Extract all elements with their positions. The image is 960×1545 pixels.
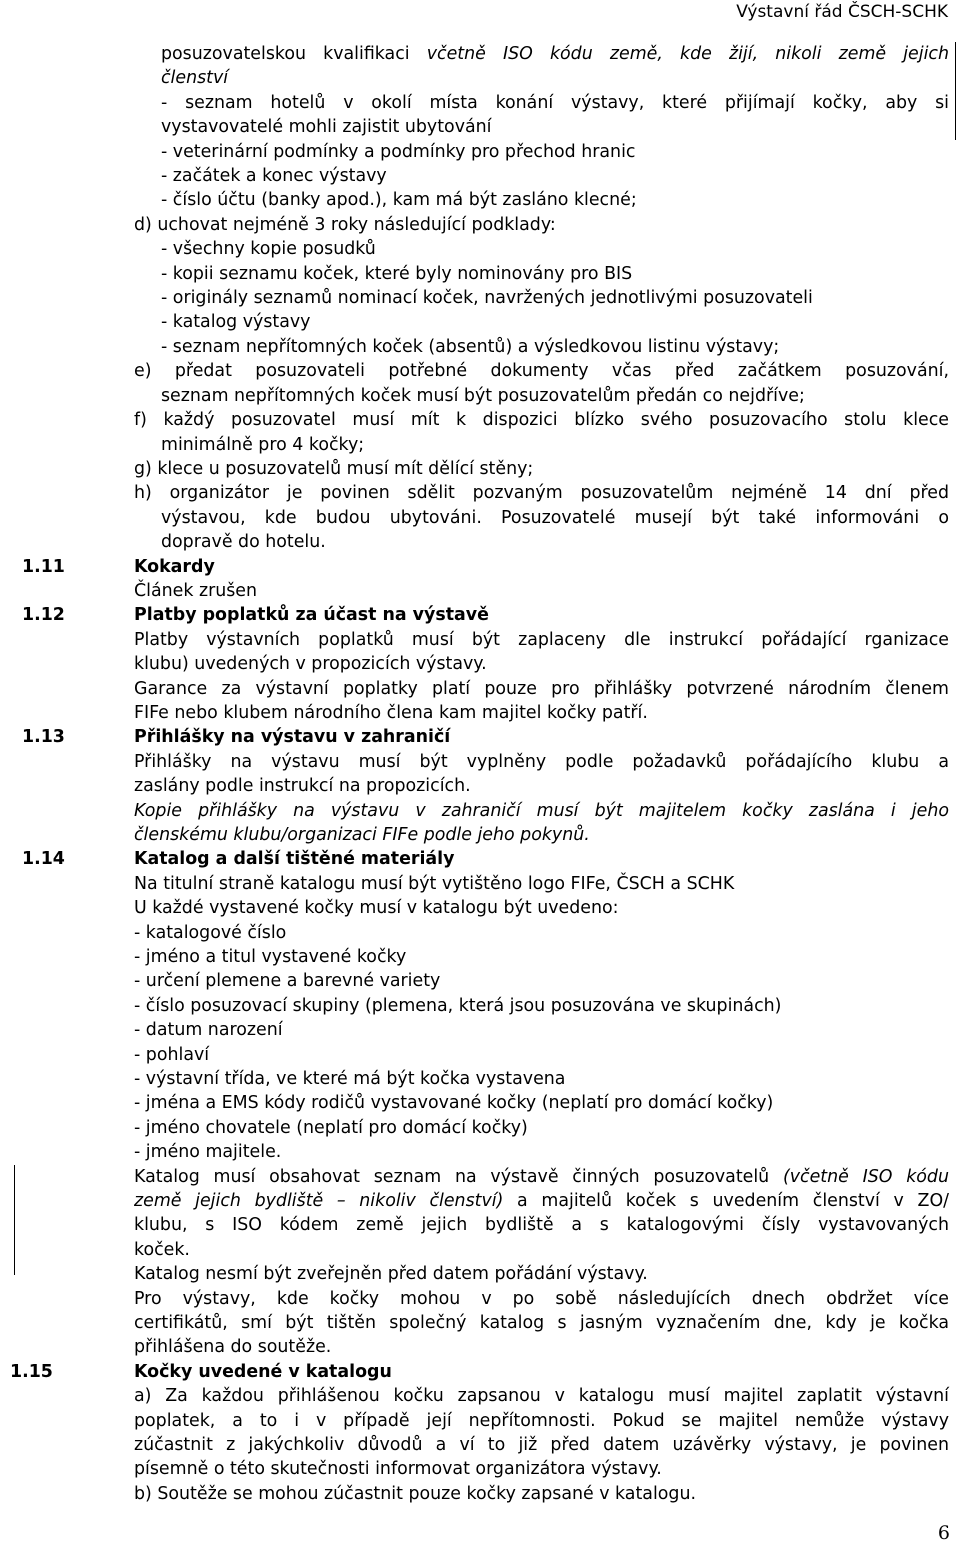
section-heading	[0, 1360, 960, 1384]
text-run: - jména a EMS kódy rodičů vystavované kočky (neplatí pro domácí kočky)	[134, 1093, 774, 1114]
text-run: posuzovatelskou kvalifikaci	[161, 44, 427, 64]
section-number: 1.12	[22, 605, 65, 626]
text-line	[0, 1433, 949, 1457]
text-line	[0, 359, 949, 383]
text-run: - číslo účtu (banky apod.), kam má být zasláno klecné;	[161, 190, 637, 211]
text-line	[0, 652, 960, 676]
text-line	[0, 164, 960, 188]
section-title: Platby poplatků za účast na výstavě	[134, 605, 489, 626]
page-number: 6	[937, 1522, 950, 1544]
text-run: - kopii seznamu koček, které byly nominovány pro BIS	[161, 263, 633, 284]
text-run: - výstavní třída, ve které má být kočka vystavena	[134, 1069, 566, 1089]
text-run: poplatek, a to i v případě její nepřítomnosti. Pokud se majitel nemůže výstavy	[134, 1410, 949, 1431]
text-run: zaslány podle instrukcí na propozicích.	[134, 776, 471, 797]
italic-text: členskému klubu/organizaci FIFe podle jeho pokynů.	[134, 824, 590, 845]
text-run: - veterinární podmínky a podmínky pro přechod hranic	[161, 141, 636, 162]
text-line	[0, 481, 949, 505]
text-line	[0, 262, 960, 286]
text-run: U každé vystavené kočky musí v katalogu být uvedeno:	[134, 898, 619, 919]
section-number: 1.11	[22, 556, 65, 577]
section-number: 1.13	[22, 727, 65, 748]
text-line	[0, 384, 960, 408]
text-line	[0, 237, 960, 261]
text-line	[0, 774, 960, 798]
section-number: 1.15	[10, 1361, 53, 1382]
text-line	[0, 213, 960, 237]
text-run: - pohlaví	[134, 1044, 210, 1065]
text-line	[0, 457, 960, 481]
text-run: seznam nepřítomných koček musí být posuzovatelům předán co nejdříve;	[161, 385, 805, 406]
text-run: - číslo posuzovací skupiny (plemena, která jsou posuzována ve skupinách)	[134, 995, 782, 1016]
text-run: f) každý posuzovatel musí mít k dispozici blízko svého posuzovacího stolu klece	[134, 410, 949, 431]
italic-text: členství	[161, 68, 229, 89]
section-heading	[0, 555, 960, 579]
text-line	[0, 506, 949, 530]
text-run: Katalog nesmí být zveřejněn před datem pořádání výstavy.	[134, 1264, 648, 1285]
text-run: a) Za každou přihlášenou kočku zapsanou v katalogu musí majitel zaplatit výstavní	[134, 1386, 949, 1407]
text-line	[0, 42, 949, 66]
text-run: - katalog výstavy	[161, 312, 311, 333]
text-run: - jméno majitele.	[134, 1142, 282, 1163]
text-line	[0, 1457, 960, 1481]
text-line	[0, 530, 960, 554]
text-line	[0, 1067, 960, 1091]
text-run: dopravě do hotelu.	[161, 532, 326, 553]
section-heading	[0, 603, 960, 627]
text-line	[0, 1213, 949, 1237]
text-run: e) předat posuzovateli potřebné dokumenty včas před začátkem posuzování,	[134, 361, 949, 382]
text-line	[0, 799, 949, 823]
text-run: Garance za výstavní poplatky platí pouze pro přihlášky potvrzené národním členem	[134, 678, 949, 699]
italic-text: Kopie přihlášky na výstavu v zahraničí musí být majitelem kočky zaslána i jeho	[134, 800, 949, 821]
text-line	[0, 750, 949, 774]
text-run: přihlášena do soutěže.	[134, 1337, 332, 1358]
text-run: Katalog musí obsahovat seznam na výstavě činných posuzovatelů	[134, 1166, 783, 1187]
text-line	[0, 969, 960, 993]
text-line	[0, 1238, 960, 1262]
text-line	[0, 1140, 960, 1164]
text-run: - originály seznamů nominací koček, navržených jednotlivými posuzovateli	[161, 288, 813, 309]
section-title: Katalog a další tištěné materiály	[134, 849, 455, 870]
text-line	[0, 823, 960, 847]
text-run: Článek zrušen	[134, 580, 258, 601]
text-run: d) uchovat nejméně 3 roky následující podklady:	[134, 214, 556, 235]
text-line	[0, 91, 949, 115]
text-run: vystavovatelé mohli zajistit ubytování	[161, 117, 492, 138]
text-line	[0, 408, 949, 432]
text-line	[0, 1287, 949, 1311]
text-run: certifikátů, smí být tištěn společný katalog s jasným vyznačením dne, kdy je kočka	[134, 1313, 949, 1334]
section-number: 1.14	[22, 849, 65, 870]
text-run: písemně o této skutečnosti informovat organizátora výstavy.	[134, 1459, 662, 1480]
text-run: - všechny kopie posudků	[161, 239, 376, 260]
section-title: Kokardy	[134, 556, 215, 577]
text-run: h) organizátor je povinen sdělit pozvaným posuzovatelům nejméně 14 dní před	[134, 483, 949, 504]
text-line	[0, 896, 960, 920]
text-line	[0, 677, 949, 701]
text-line	[0, 115, 960, 139]
italic-text: země jejich bydliště – nikoliv členství)	[134, 1191, 504, 1212]
text-run: - datum narození	[134, 1020, 283, 1041]
text-line	[0, 140, 960, 164]
italic-text: (včetně ISO kódu	[782, 1166, 949, 1187]
text-run: g) klece u posuzovatelů musí mít dělící stěny;	[134, 458, 534, 479]
text-line	[0, 1165, 949, 1189]
text-line	[0, 1189, 949, 1213]
text-run: - určení plemene a barevné variety	[134, 971, 441, 992]
text-run: - začátek a konec výstavy	[161, 166, 387, 187]
text-line	[0, 701, 960, 725]
section-title: Přihlášky na výstavu v zahraničí	[134, 727, 451, 748]
text-run: Platby výstavních poplatků musí být zaplaceny dle instrukcí pořádající rganizace	[134, 629, 949, 650]
text-run: klubu) uvedených v propozicích výstavy.	[134, 654, 487, 675]
text-line	[0, 994, 960, 1018]
text-run: koček.	[134, 1239, 190, 1260]
text-run: minimálně pro 4 kočky;	[161, 434, 365, 455]
text-line	[0, 945, 960, 969]
text-line	[0, 433, 960, 457]
text-line	[0, 1018, 960, 1042]
section-heading	[0, 725, 960, 749]
text-run: FIFe nebo klubem národního člena kam majitel kočky patří.	[134, 702, 648, 723]
text-run: výstavou, kde budou ubytováni. Posuzovatelé musejí být také informováni o	[161, 507, 949, 528]
text-run: - katalogové číslo	[134, 922, 287, 943]
revision-bar	[14, 1165, 16, 1275]
text-run: b) Soutěže se mohou zúčastnit pouze kočky zapsané v katalogu.	[134, 1483, 697, 1504]
section-heading	[0, 847, 960, 871]
text-line	[0, 66, 960, 90]
text-run: Přihlášky na výstavu musí být vyplněny podle požadavků pořádajícího klubu a	[134, 751, 949, 772]
text-line	[0, 188, 960, 212]
text-line	[0, 921, 960, 945]
document-body	[0, 42, 960, 1506]
text-run: - seznam nepřítomných koček (absentů) a výsledkovou listinu výstavy;	[161, 336, 780, 357]
text-line	[0, 1482, 960, 1506]
text-line	[0, 1409, 949, 1433]
text-run: - jméno a titul vystavené kočky	[134, 946, 407, 967]
document-header-title: Výstavní řád ČSCH-SCHK	[736, 2, 948, 22]
text-run: zúčastnit z jakýchkoliv důvodů a ví to již před datem uzávěrky výstavy, je povinen	[134, 1435, 949, 1456]
text-run: - seznam hotelů v okolí místa konání výstavy, které přijímají kočky, aby si	[161, 92, 949, 113]
text-line	[0, 1262, 960, 1286]
text-line	[0, 1116, 960, 1140]
text-run: - jméno chovatele (neplatí pro domácí kočky)	[134, 1117, 528, 1138]
text-line	[0, 335, 960, 359]
text-run: a majitelů koček s uvedením členství v ZO/	[503, 1191, 949, 1212]
text-run: Pro výstavy, kde kočky mohou v po sobě následujících dnech obdržet více	[134, 1288, 949, 1309]
italic-text: včetně ISO kódu země, kde žijí, nikoli země jejich	[426, 44, 949, 64]
text-run: Na titulní straně katalogu musí být vytištěno logo FIFe, ČSCH a SCHK	[134, 873, 735, 894]
text-line	[0, 1335, 960, 1359]
text-line	[0, 310, 960, 334]
text-line	[0, 1091, 960, 1115]
text-line	[0, 872, 960, 896]
text-line	[0, 1311, 949, 1335]
text-line	[0, 1043, 960, 1067]
text-run: klubu, s ISO kódem země jejich bydliště a s katalogovými čísly vystavovaných	[134, 1215, 949, 1236]
section-title: Kočky uvedené v katalogu	[134, 1361, 392, 1382]
text-line	[0, 286, 960, 310]
text-line	[0, 1384, 949, 1408]
text-line	[0, 628, 949, 652]
text-line	[0, 579, 960, 603]
